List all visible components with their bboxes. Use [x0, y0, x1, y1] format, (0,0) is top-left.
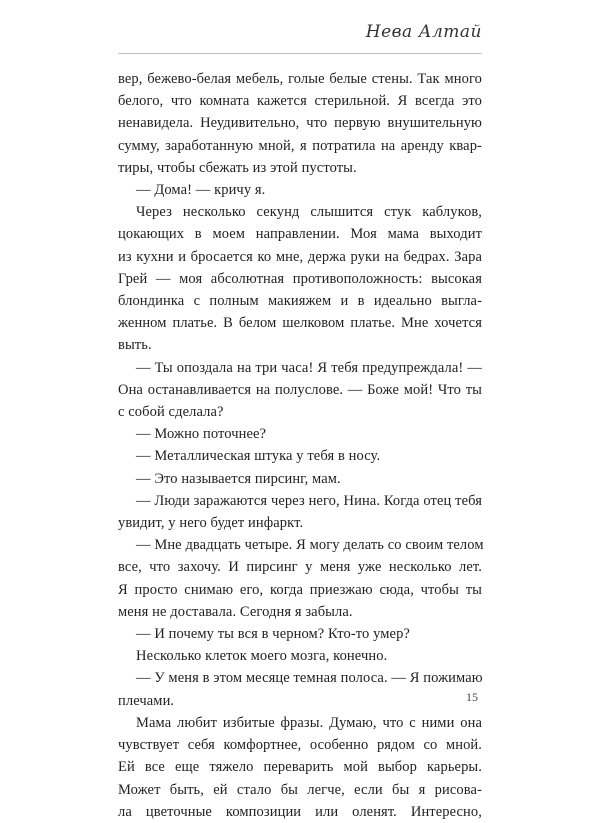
text-line: Я просто снимаю его, когда приезжаю сюда, чтобы ты [118, 581, 482, 598]
text-line: — Ты опоздала на три часа! Я тебя предупреждала! — [136, 359, 482, 376]
text-line: Может быть, ей стало бы легче, если бы я рисова- [118, 781, 482, 798]
text-line: Через несколько секунд слышится стук каблуков, [136, 204, 482, 221]
text-line: сумму, заработанную мной, я потратила на аренду квар- [118, 137, 482, 154]
body-text [118, 68, 482, 823]
text-line: чувствует себя комфортнее, особенно рядом со мной. [118, 737, 482, 754]
text-line: из кухни и бросается ко мне, держа руки на бедрах. Зара [118, 248, 482, 265]
text-line: женном платье. В белом шелковом платье. Мне хочется [118, 315, 482, 332]
text-line: тиры, чтобы сбежать из этой пустоты. [118, 159, 357, 176]
text-line: ненавидела. Неудивительно, что первую внушительную [118, 115, 482, 132]
text-line: ла цветочные композиции или оленят. Интересно, [118, 803, 482, 820]
text-line: меня не доставала. Сегодня я забыла. [118, 603, 353, 620]
text-line: — Дома! — кричу я. [136, 182, 266, 199]
text-line: — Мне двадцать четыре. Я могу делать со своим телом [136, 537, 484, 554]
text-line: вер, бежево-белая мебель, голые белые стены. Так много [118, 71, 482, 87]
text-line: плечами. [118, 692, 175, 709]
header-divider [118, 53, 482, 54]
text-line: выть. [118, 337, 152, 354]
running-title: Нева Алтай [365, 22, 482, 42]
text-line: с собой сделала? [118, 404, 224, 421]
text-line: Грей — моя абсолютная противоположность: высокая [118, 270, 482, 287]
text-line: все, что захочу. И пирсинг у меня уже несколько лет. [118, 559, 482, 576]
text-line: блондинка с полным макияжем и в идеально выгла- [118, 293, 482, 310]
text-line: — Люди заражаются через него, Нина. Когда отец тебя [136, 492, 482, 509]
page-number: 15 [466, 690, 478, 704]
text-line: — Это называется пирсинг, мам. [136, 470, 341, 487]
text-line: белого, что комната кажется стерильной. Я всегда это [118, 93, 482, 110]
text-line: Она останавливается на полуслове. — Боже мой! Что ты [118, 381, 482, 398]
text-line: цокающих в моем направлении. Моя мама выходит [118, 226, 482, 243]
text-line: Ей все еще тяжело переварить мой выбор карьеры. [118, 759, 482, 776]
text-line: — У меня в этом месяце темная полоса. — Я пожимаю [136, 670, 483, 687]
text-line: Мама любит избитые фразы. Думаю, что с ними она [136, 714, 482, 731]
text-line: Несколько клеток моего мозга, конечно. [136, 648, 388, 665]
text-line: — Металлическая штука у тебя в носу. [136, 448, 381, 465]
text-line: увидит, у него будет инфаркт. [118, 515, 304, 532]
text-line: — И почему ты вся в черном? Кто-то умер? [136, 626, 410, 643]
text-line: — Можно поточнее? [136, 426, 267, 443]
